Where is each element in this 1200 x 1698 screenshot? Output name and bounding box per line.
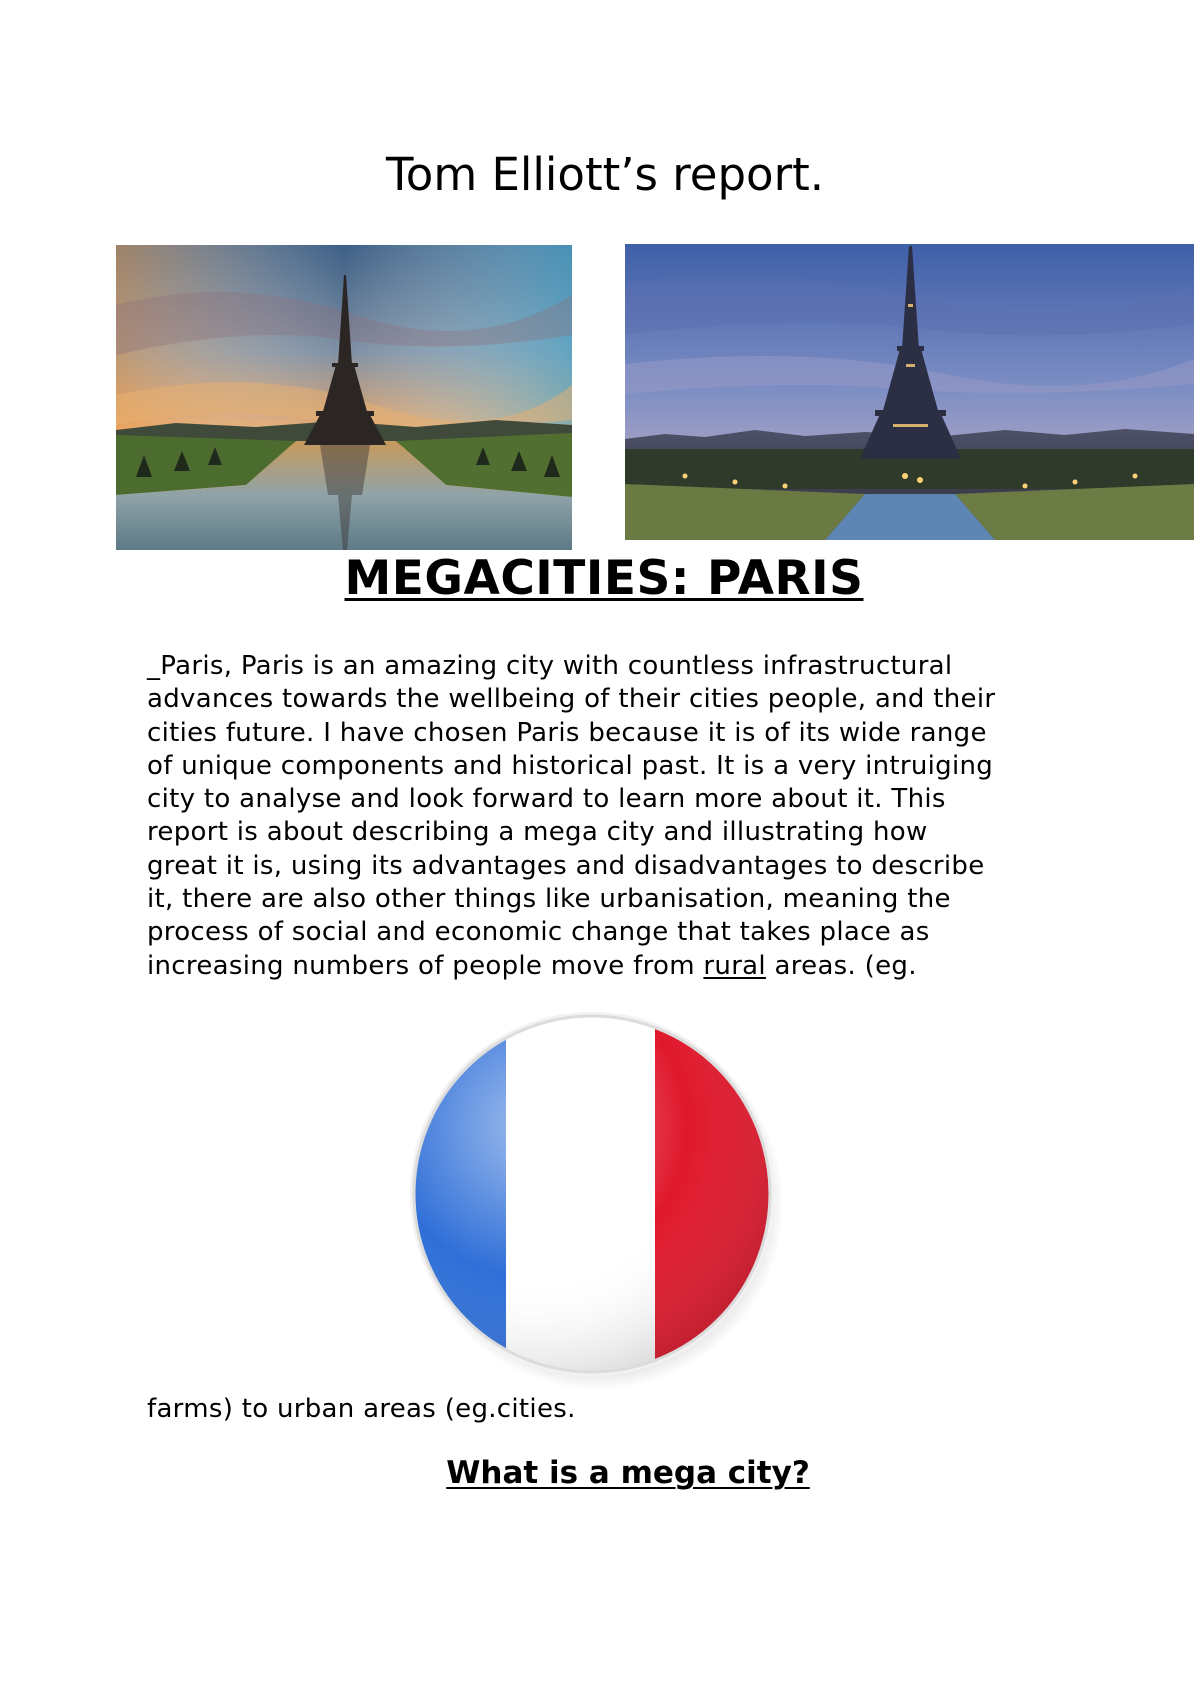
section-heading: What is a mega city? (446, 1455, 810, 1491)
last-line-end: areas. (eg. (765, 950, 917, 981)
paragraph-line: report is about describing a mega city and illustrating how (147, 817, 928, 848)
paragraph-line: _Paris, Paris is an amazing city with countless infrastructural (147, 651, 953, 681)
underlined-word: rural (703, 950, 766, 981)
intro-paragraph (147, 650, 1072, 983)
continuation-text: farms) to urban areas (eg.cities. (147, 1394, 576, 1424)
paragraph-line: cities future. I have chosen Paris because it is of its wide range (147, 717, 987, 748)
paragraph-line: of unique components and historical past. It is a very intruiging (147, 750, 994, 781)
main-heading: MEGACITIES: PARIS (344, 551, 864, 606)
paragraph-line: city to analyse and look forward to learn more about it. This (147, 784, 946, 815)
paragraph-line: it, there are also other things like urbanisation, meaning the (147, 884, 951, 915)
paragraph-line: great it is, using its advantages and disadvantages to describe (147, 850, 985, 881)
paragraph-line: process of social and economic change that takes place as (147, 917, 930, 948)
last-line-start: increasing numbers of people move from (147, 950, 704, 981)
france-flag-badge-icon (402, 1012, 782, 1392)
report-title: Tom Elliott’s report. (385, 148, 825, 201)
eiffel-tower-sunset-photo (116, 245, 572, 550)
eiffel-tower-dusk-photo (625, 244, 1194, 540)
paragraph-last-line (147, 950, 1072, 983)
paragraph-line: advances towards the wellbeing of their cities people, and their (147, 684, 996, 715)
